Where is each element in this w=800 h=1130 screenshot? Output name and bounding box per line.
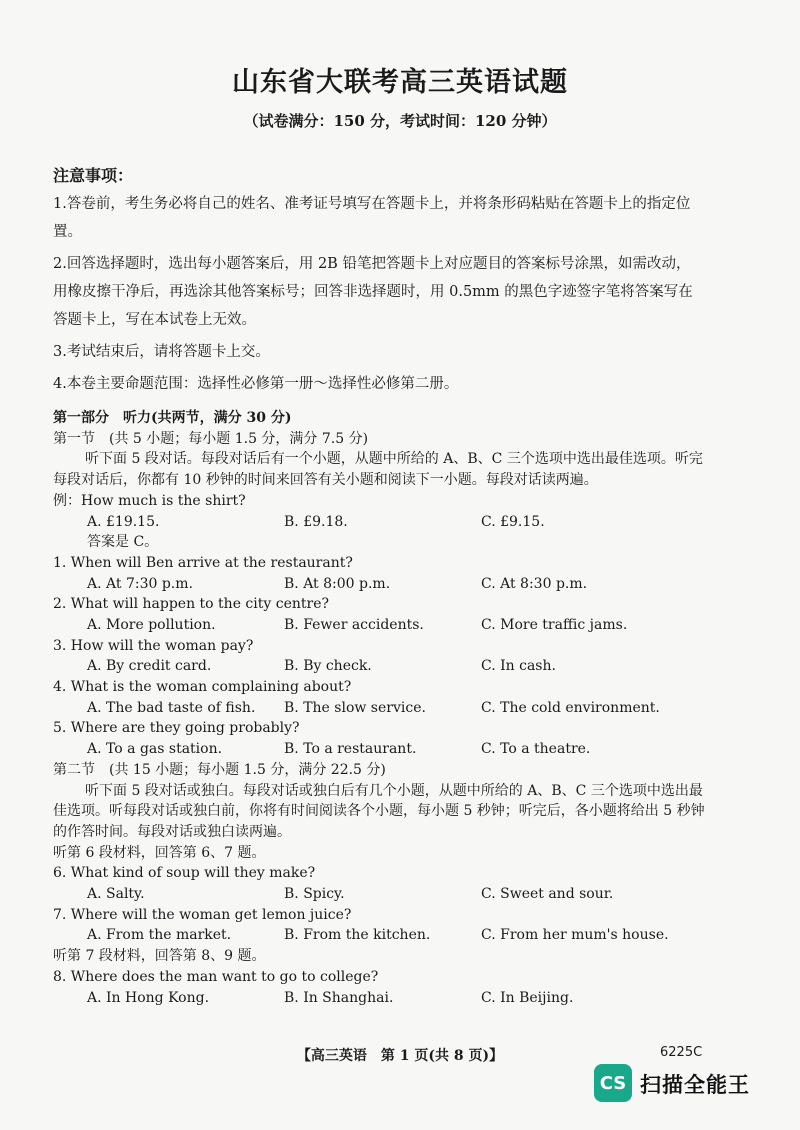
question: 7. Where will the woman get lemon juice? (53, 906, 352, 923)
option-b: B. In Shanghai. (284, 989, 394, 1006)
question-options (53, 615, 713, 636)
exam-subtitle: （试卷满分：150 分，考试时间：120 分钟） (243, 112, 557, 130)
option-c: C. More traffic jams. (481, 617, 628, 633)
camscanner-watermark: 扫描全能王 (640, 1073, 750, 1097)
notes-heading: 注意事项： (53, 166, 134, 185)
option-c: C. At 8:30 p.m. (481, 575, 588, 592)
example-question: 例：How much is the shirt? (53, 492, 246, 509)
option-a: A. Salty. (87, 886, 145, 903)
option-a: A. More pollution. (87, 617, 216, 633)
question-options (53, 656, 713, 677)
section-instructions: 听下面 5 段对话或独白。每段对话或独白后有几个小题，从题中所给的 A、B、C 三个选项中选出最佳选项。听每段对话或独白前，你将有时间阅读各个小题，每小题 5 秒钟；听完后，各小题将给出 5 秒钟的作答时间。每段对话或独白读两遍。 (53, 782, 705, 840)
note-number: 2. (53, 256, 67, 272)
option-c: C. £9.15. (481, 513, 545, 530)
option-a: A. By credit card. (87, 658, 212, 675)
note-text: 答卷前，考生务必将自己的姓名、准考证号填写在答题卡上，并将条形码粘贴在答题卡上的指定位置。 (53, 196, 691, 240)
option-b: B. To a restaurant. (284, 741, 417, 758)
option-c: C. In Beijing. (481, 989, 574, 1006)
option-b: B. Fewer accidents. (284, 617, 424, 633)
option-b: B. £9.18. (284, 513, 348, 530)
example-options (53, 512, 713, 533)
note-text: 回答选择题时，选出每小题答案后，用 2B 铅笔把答题卡上对应题目的答案标号涂黑，如需改动，用橡皮擦干净后，再选涂其他答案标号；回答非选择题时，用 0.5mm 的黑色字迹签字笔将答案写在答题卡上，写在本试卷上无效。 (53, 256, 693, 328)
notes-list (53, 190, 703, 402)
camscanner-logo-text: CS (599, 1072, 627, 1094)
question-options (53, 698, 713, 719)
question: 3. How will the woman pay? (53, 637, 254, 654)
option-b: B. Spicy. (284, 886, 345, 903)
question: 2. What will happen to the city centre? (53, 596, 329, 613)
question: 5. Where are they going probably? (53, 720, 300, 737)
note-number: 1. (53, 196, 67, 212)
option-a: A. £19.15. (87, 513, 160, 530)
question-options (53, 988, 713, 1009)
option-a: A. To a gas station. (87, 741, 223, 758)
option-c: C. Sweet and sour. (481, 886, 614, 903)
example-answer: 答案是 C。 (87, 534, 159, 551)
note-number: 3. (53, 344, 67, 360)
question-options (53, 884, 713, 905)
note-number: 4. (53, 376, 67, 392)
note-text: 本卷主要命题范围：选择性必修第一册～选择性必修第二册。 (66, 376, 459, 392)
option-b: B. From the kitchen. (284, 927, 431, 944)
question-options (53, 739, 713, 760)
listening-part (53, 408, 713, 1008)
note-item (53, 370, 703, 398)
option-a: A. At 7:30 p.m. (87, 575, 193, 592)
question-options (53, 925, 713, 946)
section-instructions: 听下面 5 段对话。每段对话后有一个小题，从题中所给的 A、B、C 三个选项中选出最佳选项。听完每段对话后，你都有 10 秒钟的时间来回答有关小题和阅读下一小题。每段对话读两遍。 (53, 451, 703, 489)
note-item (53, 250, 703, 334)
question-options (53, 574, 713, 595)
material-label: 听第 6 段材料，回答第 6、7 题。 (53, 844, 266, 861)
option-c: C. The cold environment. (481, 699, 660, 716)
option-c: C. To a theatre. (481, 741, 591, 758)
note-item (53, 190, 703, 246)
material-label: 听第 7 段材料，回答第 8、9 题。 (53, 948, 266, 965)
option-b: B. By check. (284, 658, 372, 675)
option-b: B. At 8:00 p.m. (284, 575, 391, 592)
section-heading: 第一节 (共 5 小题；每小题 1.5 分，满分 7.5 分) (53, 430, 369, 447)
option-c: C. In cash. (481, 658, 556, 675)
section-heading: 第二节 (共 15 小题；每小题 1.5 分，满分 22.5 分) (53, 761, 386, 778)
part-heading: 第一部分 听力(共两节，满分 30 分) (53, 410, 292, 426)
camscanner-logo-icon (594, 1064, 632, 1102)
exam-code: 6225C (660, 1045, 703, 1060)
option-b: B. The slow service. (284, 699, 426, 716)
option-a: A. In Hong Kong. (87, 989, 210, 1006)
note-text: 考试结束后，请将答题卡上交。 (66, 344, 270, 360)
page-footer: 【高三英语 第 1 页(共 8 页)】 (296, 1048, 504, 1064)
option-a: A. The bad taste of fish. (87, 699, 256, 716)
note-item (53, 338, 703, 366)
question: 4. What is the woman complaining about? (53, 679, 352, 696)
option-a: A. From the market. (87, 927, 232, 944)
option-c: C. From her mum's house. (481, 927, 669, 944)
question: 1. When will Ben arrive at the restaurant? (53, 554, 353, 571)
exam-title: 山东省大联考高三英语试题 (232, 67, 568, 98)
question: 8. Where does the man want to go to college? (53, 968, 379, 985)
question: 6. What kind of soup will they make? (53, 865, 316, 882)
